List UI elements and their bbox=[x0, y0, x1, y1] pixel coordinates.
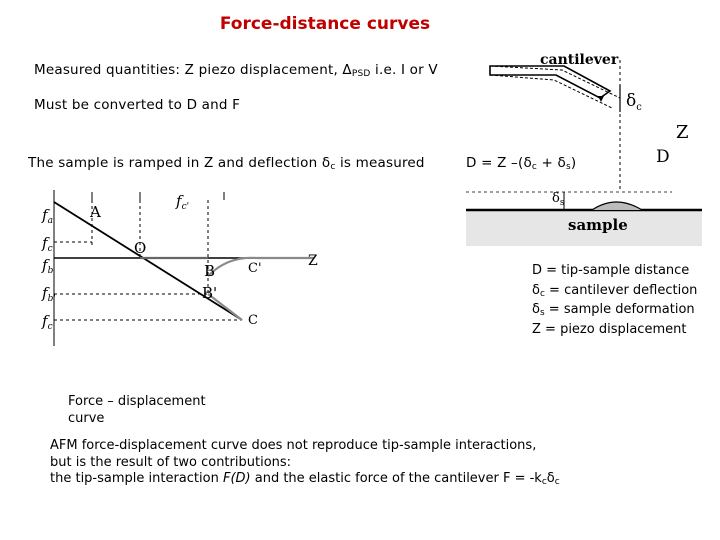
paragraph-line: but is the result of two contributions: bbox=[50, 454, 292, 470]
point-b-prime-label: B' bbox=[202, 284, 218, 302]
measured-quantities-text bbox=[34, 62, 438, 79]
measured-suffix: i.e. I or V bbox=[370, 62, 438, 78]
measured-prefix: Measured quantities: Z piezo displacement, Δ bbox=[34, 62, 352, 78]
loading-line bbox=[54, 202, 242, 320]
legend-item: $\delta_c$ = cantilever deflection bbox=[532, 282, 698, 299]
variable-legend bbox=[532, 263, 697, 341]
eq-part1: D = Z –(δ bbox=[466, 155, 532, 171]
axis-z-label: Z bbox=[308, 253, 318, 269]
fc-prime-top-label: $f_{c'}$ bbox=[176, 192, 190, 212]
point-b-label: B bbox=[204, 262, 216, 280]
eq-part2: + δ bbox=[537, 155, 567, 171]
y-label-fc: $f_c$ bbox=[42, 312, 53, 332]
z-label: Z bbox=[676, 122, 689, 143]
delta-c-label: $\delta_c$ bbox=[626, 91, 642, 113]
legend-item: D = tip-sample distance bbox=[532, 263, 690, 278]
cantilever-beam bbox=[490, 66, 610, 98]
caption-line: Force – displacement bbox=[68, 394, 206, 409]
sample-label: sample bbox=[568, 216, 628, 234]
delta-s-label: $\delta_s$ bbox=[552, 191, 565, 208]
caption-line: curve bbox=[68, 410, 105, 426]
slide-title: Force-distance curves bbox=[219, 14, 431, 34]
legend-item: $\delta_s$ = sample deformation bbox=[532, 302, 695, 318]
measured-sub: PSD bbox=[351, 69, 371, 79]
paragraph-line: AFM force-displacement curve does not reproduce tip-sample interactions, bbox=[50, 438, 537, 453]
eq-sub1: c bbox=[531, 162, 538, 172]
ramp-prefix: The sample is ramped in Z and deflection δ bbox=[28, 155, 331, 171]
convert-text: Must be converted to D and F bbox=[34, 97, 241, 113]
point-c-label: C bbox=[248, 313, 258, 328]
y-label-fb-prime: $f_{b'}$ bbox=[42, 284, 56, 304]
ramp-suffix: is measured bbox=[335, 155, 425, 171]
legend-item: Z = piezo displacement bbox=[532, 321, 687, 337]
y-label-fc-prime: $f_{c'}$ bbox=[42, 234, 56, 254]
d-label: D bbox=[656, 147, 670, 167]
explanation-paragraph bbox=[50, 438, 560, 491]
force-displacement-plot bbox=[32, 186, 332, 356]
eq-part3: ) bbox=[570, 155, 577, 171]
eq-sub2: s bbox=[566, 162, 571, 172]
sample-deformation bbox=[592, 202, 642, 210]
cantilever-label: cantilever bbox=[540, 52, 619, 68]
paragraph-line: the tip-sample interaction F(D) and the elastic force of the cantilever $F = -k_c\delta_c$ bbox=[50, 471, 560, 487]
y-label-fb: $f_b$ bbox=[42, 256, 54, 276]
point-o-label: O bbox=[134, 239, 147, 257]
cantilever-sample-schematic bbox=[452, 42, 702, 252]
tip-marker bbox=[598, 96, 604, 102]
point-c-prime-label: C' bbox=[248, 261, 262, 276]
ramp-sub: c bbox=[330, 162, 336, 172]
point-a-label: A bbox=[90, 203, 101, 221]
plot-caption bbox=[68, 394, 206, 427]
y-label-fa: $f_a$ bbox=[42, 206, 53, 226]
ramp-text bbox=[28, 155, 425, 172]
